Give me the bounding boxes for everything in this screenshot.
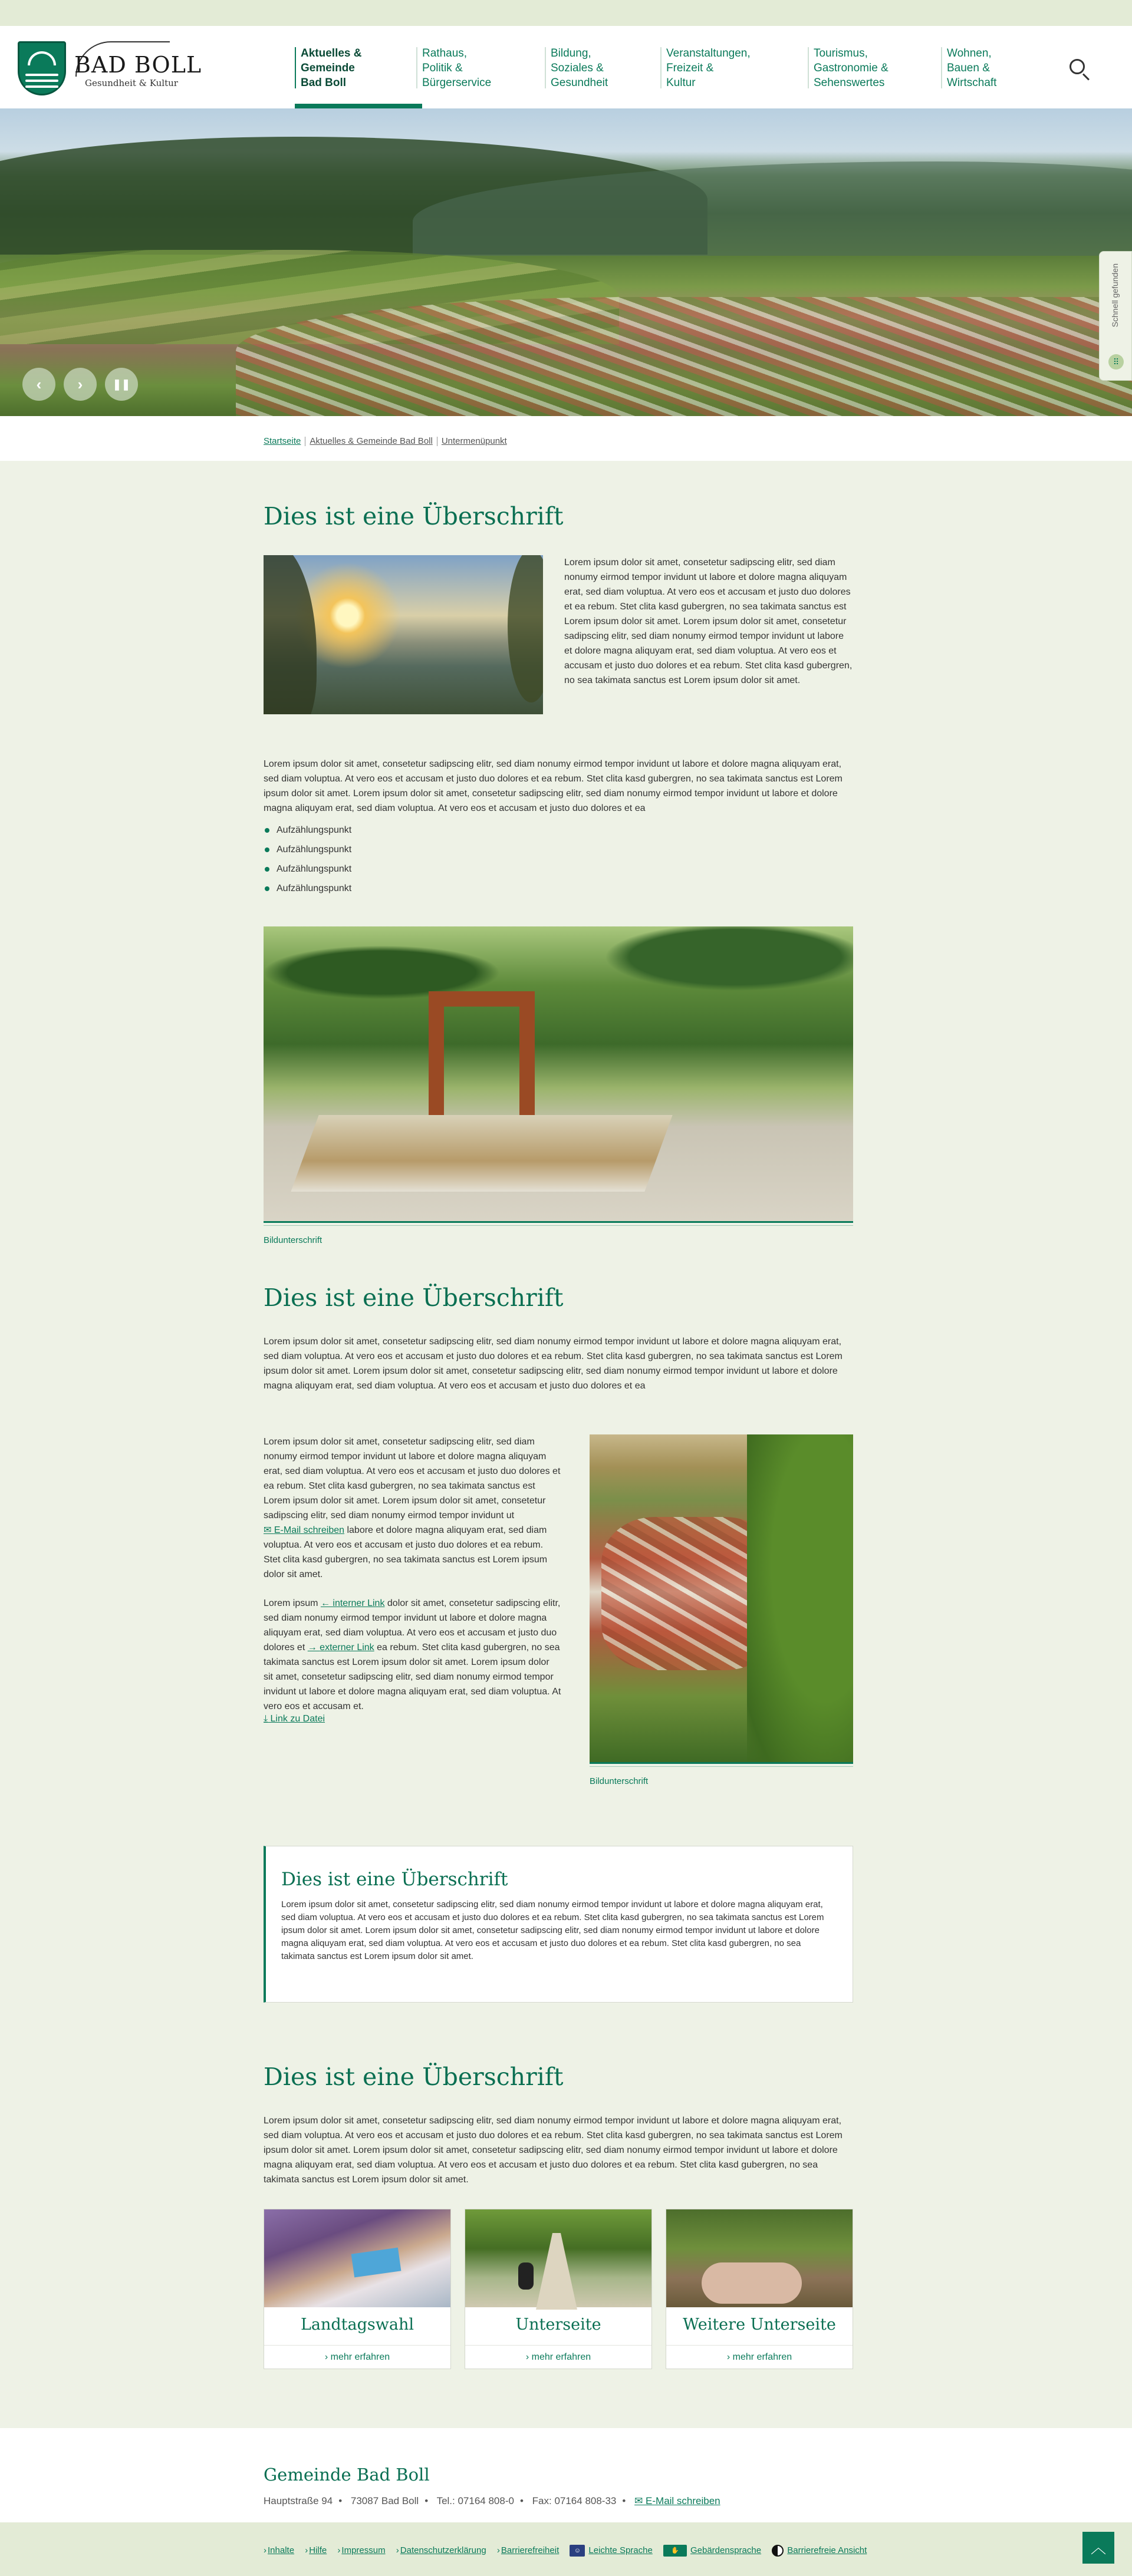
paragraph: Lorem ipsum dolor sit amet, consetetur sadipscing elitr, sed diam nonumy eirmod tempor invidunt ut labore et dolore magna aliquyam erat, sed diam voluptua. At vero eos et accusam et justo duo dolores et ea rebum. Stet clita kasd gubergren, no sea takimata sanctus est Lorem ipsum dolor sit amet. Lorem ipsum dolor sit amet, consetetur sadipscing elitr, sed diam nonumy eirmod tempor invidunt ut labore et dolore magna aliquyam erat, sed diam voluptua. At vero eos et accusam et justo duo dolores et ea rebum. Stet clita kasd gubergren, no sea takimata sanctus est Lorem ipsum dolor sit amet. [264, 2116, 843, 2185]
coat-of-arms-icon [18, 41, 66, 95]
list-item: Aufzählungspunkt [264, 820, 499, 840]
email-link[interactable]: ✉ E-Mail schreiben [264, 1525, 345, 1535]
chevron-right-icon: › [726, 2352, 733, 2362]
text: Lorem ipsum [264, 1598, 318, 1608]
breadcrumb-section[interactable]: Aktuelles & Gemeinde Bad Boll [310, 436, 433, 446]
teaser-card[interactable] [465, 2209, 652, 2369]
more-link[interactable]: › mehr erfahren [264, 2345, 450, 2369]
footer-email-link[interactable]: ✉ E-Mail schreiben [634, 2495, 720, 2506]
list-item: Aufzählungspunkt [264, 840, 499, 859]
city: 73087 Bad Boll [350, 2495, 419, 2506]
paragraph: Lorem ipsum dolor sit amet, consetetur sadipscing elitr, sed diam nonumy eirmod tempor invidunt ut labore et dolore magna aliquyam erat, sed diam voluptua. At vero eos et accusam et justo duo dolores et ea rebum. Stet clita kasd gubergren, no sea takimata sanctus est Lorem ipsum dolor sit amet. Lorem ipsum dolor sit amet, consetetur sadipscing elitr, sed diam nonumy eirmod tempor invidunt ut labore et dolore magna aliquyam erat, sed diam voluptua. At vero eos et accusam et justo duo dolores et ea [264, 759, 843, 813]
sign-language-icon: ✋ [663, 2545, 687, 2557]
nav-label: Rathaus, Politik & Bürgerservice [422, 47, 492, 89]
text: ea rebum. Stet clita kasd gubergren, no sea takimata sanctus est Lorem ipsum dolor sit amet. Lorem ipsum dolor sit amet, consetetur sadipscing elitr, sed diam nonumy eirmod tempor invidunt ut labore et dolore magna aliquyam erat, sed diam voluptua. At vero eos et accusam et. [264, 1642, 561, 1711]
accessible-view-link[interactable]: Barrierefreie Ansicht [787, 2545, 867, 2555]
paragraph: Lorem ipsum dolor sit amet, consetetur sadipscing elitr, sed diam nonumy eirmod tempor invidunt ut labore et dolore magna aliquyam erat, sed diam voluptua. At vero eos et accusam et justo duo dolores et ea rebum. Stet clita kasd gubergren, no sea takimata sanctus est Lorem ipsum dolor sit amet. Lorem ipsum dolor sit amet, consetetur sadipscing elitr, sed diam nonumy eirmod tempor invidunt ut labore et dolore magna aliquyam erat, sed diam voluptua. At vero eos et accusam et justo duo dolores et ea [264, 1337, 843, 1391]
chevron-left-icon[interactable]: ‹ [22, 368, 55, 401]
external-link[interactable]: → externer Link [307, 1642, 374, 1653]
chevron-right-icon: › [324, 2352, 331, 2362]
nav-label: Wohnen, Bauen & Wirtschaft [947, 47, 997, 89]
pause-icon[interactable]: ❚❚ [105, 368, 138, 401]
section-heading: Dies ist eine Überschrift [264, 502, 564, 530]
nav-label: Tourismus, Gastronomie & Sehenswertes [814, 47, 889, 89]
grid-icon: ⠿ [1108, 354, 1124, 370]
nav-label: Aktuelles & Gemeinde Bad Boll [301, 47, 362, 89]
nav-item-veranstaltungen[interactable] [660, 26, 808, 108]
caption-line [264, 1221, 853, 1226]
site-footer [0, 2428, 1132, 2522]
card-title: Weitere Unterseite [683, 2316, 836, 2334]
footer-link-impressum[interactable]: Impressum [341, 2545, 386, 2555]
easy-language-icon: ☺ [570, 2545, 585, 2557]
chevron-right-icon: › [525, 2352, 532, 2362]
download-icon: ⤓ [264, 1714, 271, 1724]
card-title: Landtagswahl [300, 2316, 414, 2334]
nav-item-aktuelles[interactable] [295, 26, 416, 108]
section-heading: Dies ist eine Überschrift [264, 2063, 564, 2091]
caption-line [590, 1762, 853, 1767]
text-with-links [264, 1434, 561, 1724]
phone: Tel.: 07164 808-0 [436, 2495, 514, 2506]
logo-name: BAD BOLL [74, 52, 202, 78]
section-heading: Dies ist eine Überschrift [264, 1284, 564, 1312]
hero-slider [0, 108, 1132, 416]
image-caption: Bildunterschrift [264, 1235, 323, 1245]
box-heading: Dies ist eine Überschrift [281, 1869, 508, 1890]
list-item: Aufzählungspunkt [264, 879, 499, 898]
contrast-icon [772, 2545, 784, 2557]
mail-icon: ✉ [264, 1525, 274, 1535]
text: Lorem ipsum dolor sit amet, consetetur sadipscing elitr, sed diam nonumy eirmod tempor invidunt ut labore et dolore magna aliquyam erat, sed diam voluptua. At vero eos et accusam et justo duo dolores et ea rebum. Stet clita kasd gubergren, no sea takimata sanctus est Lorem ipsum dolor sit amet. Lorem ipsum dolor sit amet, consetetur sadipscing elitr, sed diam nonumy eirmod tempor invidunt ut [264, 1437, 561, 1520]
logo[interactable] [18, 41, 202, 95]
arrow-right-icon: → [307, 1642, 320, 1653]
logo-tagline: Gesundheit & Kultur [85, 78, 178, 88]
bike-path-image [465, 2209, 651, 2307]
easy-language-link[interactable]: Leichte Sprache [588, 2545, 653, 2555]
main-content [264, 461, 853, 2520]
more-link[interactable]: › mehr erfahren [666, 2345, 853, 2369]
footer-address: Hauptstraße 94 • 73087 Bad Boll • Tel.: 07164 808-0 • Fax: 07164 808-33 • ✉ E-Mail schreiben [264, 2495, 720, 2506]
quick-links-label: Schnell gefunden [1110, 263, 1120, 328]
nav-label: Bildung, Soziales & Gesundheit [551, 47, 608, 89]
top-strip [0, 0, 1132, 26]
nav-item-rathaus[interactable] [416, 26, 545, 108]
mail-icon: ✉ [634, 2495, 646, 2506]
internal-link[interactable]: ← interner Link [320, 1598, 385, 1608]
card-title: Unterseite [515, 2316, 601, 2334]
footer-title: Gemeinde Bad Boll [264, 2465, 430, 2485]
footer-link-barrierefreiheit[interactable]: Barrierefreiheit [501, 2545, 560, 2555]
site-header [0, 26, 1132, 108]
footer-link-inhalte[interactable]: Inhalte [268, 2545, 295, 2555]
text: dolor sit amet, consetetur sadipscing elitr, sed diam nonumy eirmod tempor invidunt ut labore et dolore magna aliquyam erat, sed diam voluptua. At vero eos et accusam et justo duo dolores et [264, 1598, 561, 1653]
fountain-image [264, 926, 853, 1221]
breadcrumb-home[interactable]: Startseite [264, 436, 301, 446]
nav-item-tourismus[interactable] [808, 26, 941, 108]
footer-link-hilfe[interactable]: Hilfe [309, 2545, 327, 2555]
back-to-top-button[interactable] [1082, 2532, 1114, 2564]
quick-links-tab[interactable] [1099, 251, 1132, 381]
pig-image [666, 2209, 853, 2307]
nav-label: Veranstaltungen, Freizeit & Kultur [666, 47, 751, 89]
image-side-text: Lorem ipsum dolor sit amet, consetetur sadipscing elitr, sed diam nonumy eirmod tempor invidunt ut labore et dolore magna aliquyam erat, sed diam voluptua. At vero eos et accusam et justo duo dolores et ea rebum. Stet clita kasd gubergren, no sea takimata sanctus est Lorem ipsum dolor sit amet. Lorem ipsum dolor sit amet, consetetur sadipscing elitr, sed diam nonumy eirmod tempor invidunt ut labore et dolore magna aliquyam erat, sed diam voluptua. At vero eos et accusam et justo duo dolores et ea rebum. Stet clita kasd gubergren, no sea takimata sanctus est Lorem ipsum dolor sit amet. [564, 558, 853, 685]
street: Hauptstraße 94 [264, 2495, 333, 2506]
breadcrumb [0, 416, 1132, 461]
teaser-card[interactable] [264, 2209, 451, 2369]
sign-language-link[interactable]: Gebärdensprache [690, 2545, 762, 2555]
ballot-image [264, 2209, 450, 2307]
chevron-right-icon[interactable]: › [64, 368, 97, 401]
main-nav [295, 26, 1035, 108]
teaser-card[interactable] [666, 2209, 853, 2369]
list-item: Aufzählungspunkt [264, 859, 499, 879]
search-icon[interactable] [1067, 57, 1091, 80]
image-caption: Bildunterschrift [590, 1776, 649, 1786]
village-image [590, 1434, 853, 1762]
sunset-image [264, 555, 543, 714]
text: labore et dolore magna aliquyam erat, sed diam voluptua. At vero eos et accusam et justo duo dolores et ea rebum. Stet clita kasd gubergren, no sea takimata sanctus est Lorem ipsum dolor sit amet. [264, 1525, 548, 1579]
nav-item-wohnen[interactable] [941, 26, 1035, 108]
active-indicator [295, 104, 422, 108]
more-link[interactable]: › mehr erfahren [465, 2345, 651, 2369]
nav-item-bildung[interactable] [545, 26, 660, 108]
fax: Fax: 07164 808-33 [532, 2495, 617, 2506]
teaser-cards [264, 2209, 853, 2369]
info-box [264, 1846, 853, 2003]
chevron-up-icon: ︿ [1090, 2539, 1106, 2557]
footer-links: › Inhalte › Hilfe › Impressum › Datenschutzerklärung › Barrierefreiheit ☺ Leichte Sprache ✋ Gebärdensprache Barrierefreie Ansicht [0, 2522, 1132, 2576]
bullet-list [264, 820, 499, 898]
breadcrumb-current: Untermenüpunkt [441, 436, 507, 446]
box-text: Lorem ipsum dolor sit amet, consetetur sadipscing elitr, sed diam nonumy eirmod tempor invidunt ut labore et dolore magna aliquyam erat, sed diam voluptua. At vero eos et accusam et justo duo dolores et ea rebum. Stet clita kasd gubergren, no sea takimata sanctus est Lorem ipsum dolor sit amet. Lorem ipsum dolor sit amet, consetetur sadipscing elitr, sed diam nonumy eirmod tempor invidunt ut labore et dolore magna aliquyam erat, sed diam voluptua. At vero eos et accusam et justo duo dolores et ea rebum. Stet clita kasd gubergren, no sea takimata sanctus est Lorem ipsum dolor sit amet. [281, 1899, 824, 1961]
footer-link-datenschutz[interactable]: Datenschutzerklärung [400, 2545, 486, 2555]
arrow-left-icon: ← [320, 1598, 333, 1608]
file-link[interactable]: ⤓ Link zu Datei [264, 1714, 325, 1724]
